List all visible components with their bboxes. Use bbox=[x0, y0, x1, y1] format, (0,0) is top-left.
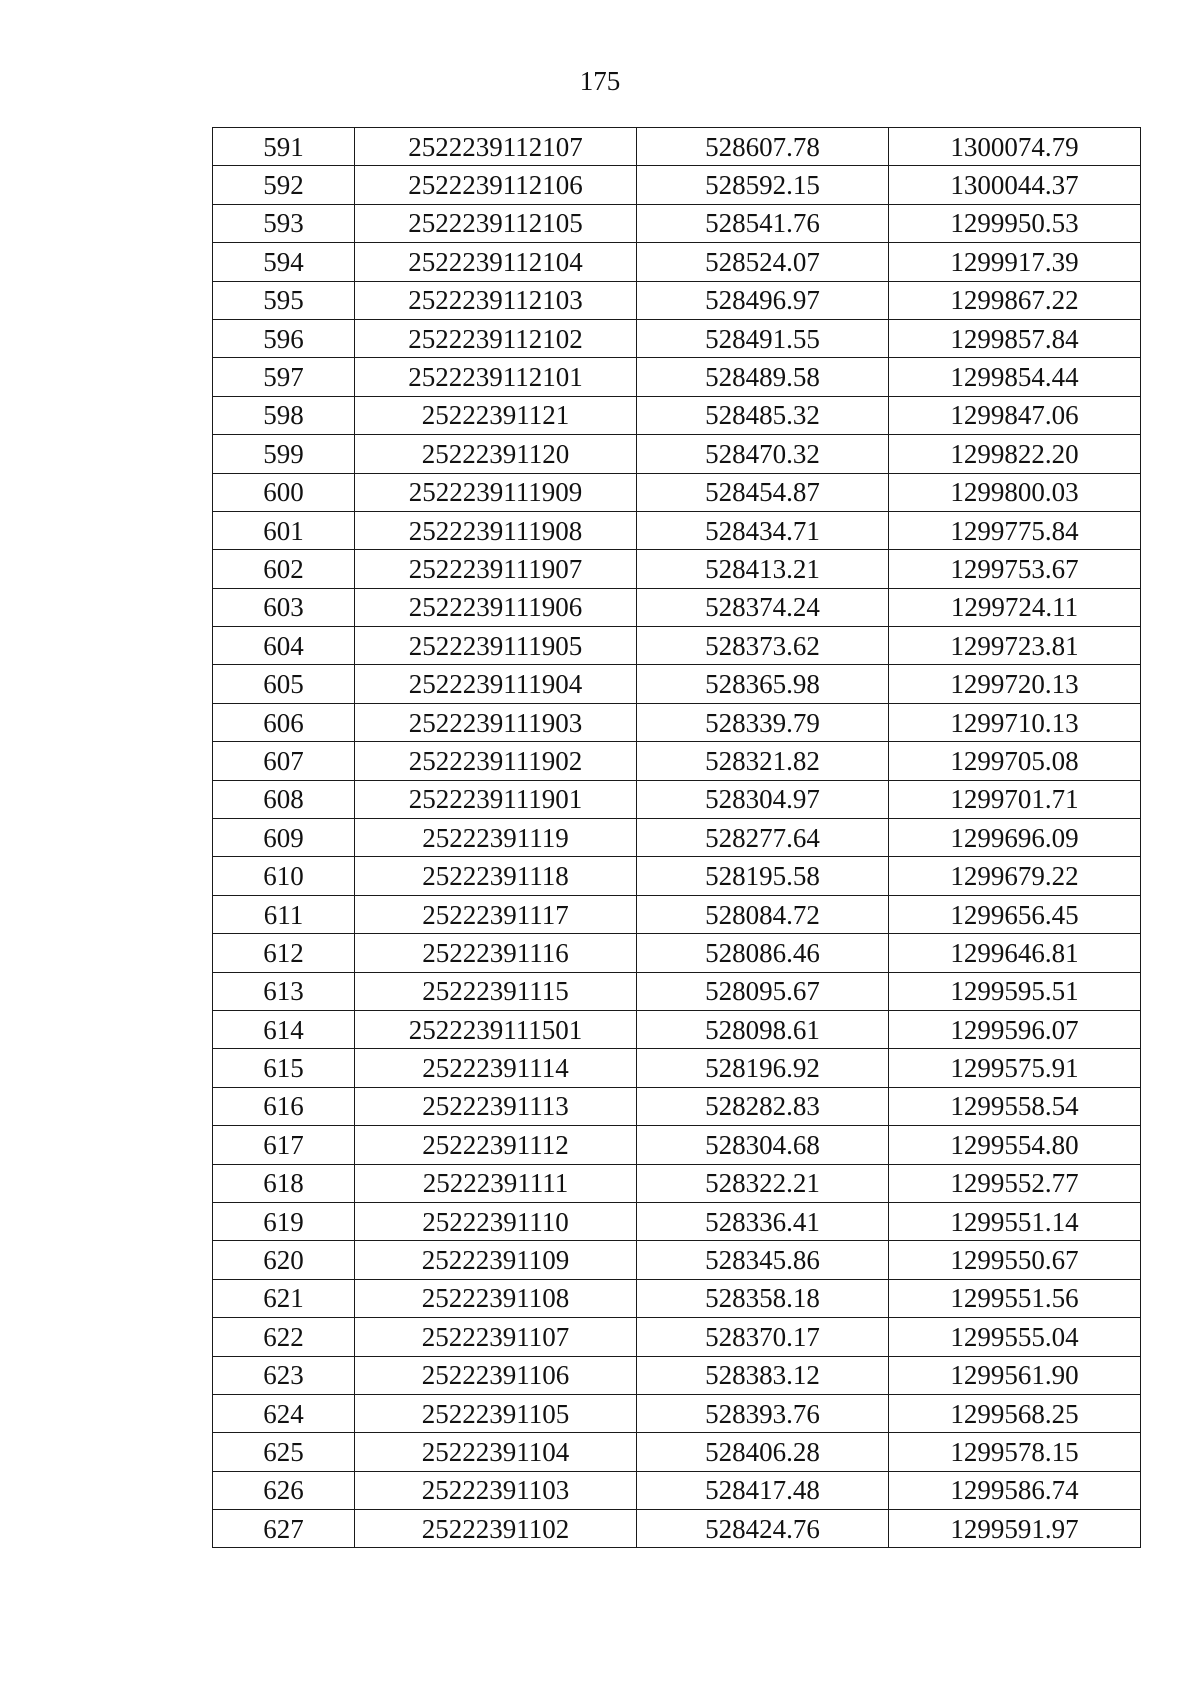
table-row bbox=[213, 588, 1141, 626]
coordinate-y-cell: 1299561.90 bbox=[889, 1356, 1141, 1394]
coordinate-y-cell: 1299551.56 bbox=[889, 1279, 1141, 1317]
coordinate-x-cell: 528417.48 bbox=[637, 1471, 889, 1509]
coordinate-y-cell: 1300044.37 bbox=[889, 166, 1141, 204]
coordinate-x-cell: 528393.76 bbox=[637, 1394, 889, 1432]
coordinate-x-cell: 528607.78 bbox=[637, 128, 889, 166]
coordinate-y-cell: 1299847.06 bbox=[889, 396, 1141, 434]
table-row bbox=[213, 1279, 1141, 1317]
coordinate-x-cell: 528304.97 bbox=[637, 780, 889, 818]
point-number-cell: 599 bbox=[213, 435, 355, 473]
coordinate-y-cell: 1299550.67 bbox=[889, 1241, 1141, 1279]
table-row bbox=[213, 972, 1141, 1010]
table-row bbox=[213, 128, 1141, 166]
coordinate-x-cell: 528321.82 bbox=[637, 742, 889, 780]
coordinate-x-cell: 528195.58 bbox=[637, 857, 889, 895]
table-row bbox=[213, 1164, 1141, 1202]
coordinates-table bbox=[212, 127, 1141, 1548]
point-id-cell: 2522239112105 bbox=[355, 204, 637, 242]
table-row bbox=[213, 243, 1141, 281]
point-number-cell: 621 bbox=[213, 1279, 355, 1317]
coordinate-y-cell: 1299917.39 bbox=[889, 243, 1141, 281]
table-row bbox=[213, 627, 1141, 665]
point-id-cell: 2522239111908 bbox=[355, 511, 637, 549]
point-id-cell: 2522239111901 bbox=[355, 780, 637, 818]
table-row bbox=[213, 358, 1141, 396]
point-number-cell: 625 bbox=[213, 1433, 355, 1471]
table-row bbox=[213, 703, 1141, 741]
point-number-cell: 619 bbox=[213, 1202, 355, 1240]
coordinate-x-cell: 528434.71 bbox=[637, 511, 889, 549]
coordinate-x-cell: 528370.17 bbox=[637, 1318, 889, 1356]
point-id-cell: 2522239112103 bbox=[355, 281, 637, 319]
point-id-cell: 2522239112106 bbox=[355, 166, 637, 204]
table-row bbox=[213, 473, 1141, 511]
point-id-cell: 25222391109 bbox=[355, 1241, 637, 1279]
coordinate-y-cell: 1299705.08 bbox=[889, 742, 1141, 780]
coordinate-y-cell: 1299554.80 bbox=[889, 1126, 1141, 1164]
point-id-cell: 25222391115 bbox=[355, 972, 637, 1010]
table-row bbox=[213, 1202, 1141, 1240]
table-row bbox=[213, 1241, 1141, 1279]
coordinate-x-cell: 528541.76 bbox=[637, 204, 889, 242]
coordinate-y-cell: 1299555.04 bbox=[889, 1318, 1141, 1356]
point-number-cell: 611 bbox=[213, 895, 355, 933]
coordinate-y-cell: 1299723.81 bbox=[889, 627, 1141, 665]
coordinate-x-cell: 528196.92 bbox=[637, 1049, 889, 1087]
coordinate-y-cell: 1299552.77 bbox=[889, 1164, 1141, 1202]
point-number-cell: 617 bbox=[213, 1126, 355, 1164]
coordinate-x-cell: 528084.72 bbox=[637, 895, 889, 933]
coordinate-y-cell: 1299656.45 bbox=[889, 895, 1141, 933]
coordinate-y-cell: 1299857.84 bbox=[889, 319, 1141, 357]
point-id-cell: 25222391104 bbox=[355, 1433, 637, 1471]
coordinate-x-cell: 528345.86 bbox=[637, 1241, 889, 1279]
point-id-cell: 2522239111906 bbox=[355, 588, 637, 626]
point-id-cell: 25222391106 bbox=[355, 1356, 637, 1394]
point-id-cell: 25222391112 bbox=[355, 1126, 637, 1164]
point-number-cell: 607 bbox=[213, 742, 355, 780]
coordinate-y-cell: 1299710.13 bbox=[889, 703, 1141, 741]
point-number-cell: 597 bbox=[213, 358, 355, 396]
table-row bbox=[213, 1049, 1141, 1087]
point-number-cell: 624 bbox=[213, 1394, 355, 1432]
point-id-cell: 2522239111501 bbox=[355, 1010, 637, 1048]
table-row bbox=[213, 396, 1141, 434]
point-id-cell: 2522239112107 bbox=[355, 128, 637, 166]
coordinate-y-cell: 1299720.13 bbox=[889, 665, 1141, 703]
table-row bbox=[213, 895, 1141, 933]
coordinate-x-cell: 528336.41 bbox=[637, 1202, 889, 1240]
point-id-cell: 25222391114 bbox=[355, 1049, 637, 1087]
coordinate-x-cell: 528277.64 bbox=[637, 819, 889, 857]
coordinate-y-cell: 1299568.25 bbox=[889, 1394, 1141, 1432]
point-id-cell: 2522239111904 bbox=[355, 665, 637, 703]
coordinate-y-cell: 1299595.51 bbox=[889, 972, 1141, 1010]
coordinates-table-body bbox=[213, 128, 1141, 1548]
table-row bbox=[213, 511, 1141, 549]
coordinate-y-cell: 1299679.22 bbox=[889, 857, 1141, 895]
point-number-cell: 602 bbox=[213, 550, 355, 588]
point-number-cell: 626 bbox=[213, 1471, 355, 1509]
coordinate-y-cell: 1299724.11 bbox=[889, 588, 1141, 626]
point-number-cell: 593 bbox=[213, 204, 355, 242]
point-id-cell: 25222391113 bbox=[355, 1087, 637, 1125]
point-id-cell: 25222391111 bbox=[355, 1164, 637, 1202]
point-number-cell: 604 bbox=[213, 627, 355, 665]
point-id-cell: 2522239112101 bbox=[355, 358, 637, 396]
point-id-cell: 25222391102 bbox=[355, 1510, 637, 1548]
coordinate-y-cell: 1300074.79 bbox=[889, 128, 1141, 166]
point-id-cell: 25222391108 bbox=[355, 1279, 637, 1317]
table-row bbox=[213, 435, 1141, 473]
point-id-cell: 2522239111909 bbox=[355, 473, 637, 511]
table-row bbox=[213, 1433, 1141, 1471]
table-row bbox=[213, 1126, 1141, 1164]
table-row bbox=[213, 1356, 1141, 1394]
point-id-cell: 25222391110 bbox=[355, 1202, 637, 1240]
coordinate-y-cell: 1299586.74 bbox=[889, 1471, 1141, 1509]
table-row bbox=[213, 1318, 1141, 1356]
point-id-cell: 2522239111907 bbox=[355, 550, 637, 588]
coordinate-y-cell: 1299578.15 bbox=[889, 1433, 1141, 1471]
coordinate-x-cell: 528304.68 bbox=[637, 1126, 889, 1164]
point-number-cell: 623 bbox=[213, 1356, 355, 1394]
point-id-cell: 2522239111903 bbox=[355, 703, 637, 741]
point-number-cell: 595 bbox=[213, 281, 355, 319]
coordinate-y-cell: 1299867.22 bbox=[889, 281, 1141, 319]
table-row bbox=[213, 742, 1141, 780]
table-row bbox=[213, 166, 1141, 204]
point-id-cell: 25222391105 bbox=[355, 1394, 637, 1432]
point-number-cell: 627 bbox=[213, 1510, 355, 1548]
coordinate-x-cell: 528374.24 bbox=[637, 588, 889, 626]
coordinate-x-cell: 528524.07 bbox=[637, 243, 889, 281]
coordinate-y-cell: 1299646.81 bbox=[889, 934, 1141, 972]
coordinate-y-cell: 1299575.91 bbox=[889, 1049, 1141, 1087]
point-number-cell: 592 bbox=[213, 166, 355, 204]
table-row bbox=[213, 319, 1141, 357]
point-number-cell: 612 bbox=[213, 934, 355, 972]
table-row bbox=[213, 665, 1141, 703]
point-id-cell: 25222391117 bbox=[355, 895, 637, 933]
page-number: 175 bbox=[579, 66, 621, 96]
coordinate-x-cell: 528424.76 bbox=[637, 1510, 889, 1548]
coordinate-x-cell: 528365.98 bbox=[637, 665, 889, 703]
point-number-cell: 609 bbox=[213, 819, 355, 857]
coordinate-y-cell: 1299596.07 bbox=[889, 1010, 1141, 1048]
coordinate-y-cell: 1299591.97 bbox=[889, 1510, 1141, 1548]
point-number-cell: 613 bbox=[213, 972, 355, 1010]
table-row bbox=[213, 1087, 1141, 1125]
point-id-cell: 25222391118 bbox=[355, 857, 637, 895]
table-row bbox=[213, 1010, 1141, 1048]
point-number-cell: 620 bbox=[213, 1241, 355, 1279]
point-id-cell: 25222391121 bbox=[355, 396, 637, 434]
table-row bbox=[213, 857, 1141, 895]
coordinate-y-cell: 1299753.67 bbox=[889, 550, 1141, 588]
table-row bbox=[213, 1471, 1141, 1509]
coordinate-x-cell: 528413.21 bbox=[637, 550, 889, 588]
table-row bbox=[213, 1394, 1141, 1432]
table-row bbox=[213, 550, 1141, 588]
coordinate-x-cell: 528095.67 bbox=[637, 972, 889, 1010]
coordinate-y-cell: 1299558.54 bbox=[889, 1087, 1141, 1125]
point-number-cell: 616 bbox=[213, 1087, 355, 1125]
coordinate-x-cell: 528491.55 bbox=[637, 319, 889, 357]
point-id-cell: 25222391120 bbox=[355, 435, 637, 473]
coordinate-x-cell: 528098.61 bbox=[637, 1010, 889, 1048]
coordinate-y-cell: 1299800.03 bbox=[889, 473, 1141, 511]
coordinate-x-cell: 528086.46 bbox=[637, 934, 889, 972]
point-id-cell: 2522239112104 bbox=[355, 243, 637, 281]
coordinate-x-cell: 528406.28 bbox=[637, 1433, 889, 1471]
point-number-cell: 605 bbox=[213, 665, 355, 703]
point-number-cell: 615 bbox=[213, 1049, 355, 1087]
coordinate-x-cell: 528322.21 bbox=[637, 1164, 889, 1202]
coordinate-x-cell: 528454.87 bbox=[637, 473, 889, 511]
point-number-cell: 594 bbox=[213, 243, 355, 281]
table-row bbox=[213, 934, 1141, 972]
table-row bbox=[213, 780, 1141, 818]
table-row bbox=[213, 819, 1141, 857]
coordinate-x-cell: 528339.79 bbox=[637, 703, 889, 741]
point-id-cell: 25222391107 bbox=[355, 1318, 637, 1356]
point-number-cell: 606 bbox=[213, 703, 355, 741]
point-id-cell: 25222391119 bbox=[355, 819, 637, 857]
coordinate-y-cell: 1299551.14 bbox=[889, 1202, 1141, 1240]
coordinate-x-cell: 528470.32 bbox=[637, 435, 889, 473]
coordinate-x-cell: 528489.58 bbox=[637, 358, 889, 396]
point-number-cell: 603 bbox=[213, 588, 355, 626]
point-number-cell: 608 bbox=[213, 780, 355, 818]
point-number-cell: 598 bbox=[213, 396, 355, 434]
coordinate-y-cell: 1299822.20 bbox=[889, 435, 1141, 473]
coordinate-y-cell: 1299775.84 bbox=[889, 511, 1141, 549]
coordinate-y-cell: 1299701.71 bbox=[889, 780, 1141, 818]
point-id-cell: 2522239112102 bbox=[355, 319, 637, 357]
point-number-cell: 614 bbox=[213, 1010, 355, 1048]
coordinate-x-cell: 528282.83 bbox=[637, 1087, 889, 1125]
coordinate-y-cell: 1299696.09 bbox=[889, 819, 1141, 857]
coordinate-x-cell: 528358.18 bbox=[637, 1279, 889, 1317]
point-number-cell: 596 bbox=[213, 319, 355, 357]
point-number-cell: 610 bbox=[213, 857, 355, 895]
table-row bbox=[213, 1510, 1141, 1548]
coordinate-x-cell: 528373.62 bbox=[637, 627, 889, 665]
coordinate-y-cell: 1299950.53 bbox=[889, 204, 1141, 242]
table-row bbox=[213, 281, 1141, 319]
point-number-cell: 591 bbox=[213, 128, 355, 166]
coordinate-y-cell: 1299854.44 bbox=[889, 358, 1141, 396]
table-row bbox=[213, 204, 1141, 242]
point-number-cell: 618 bbox=[213, 1164, 355, 1202]
point-id-cell: 25222391103 bbox=[355, 1471, 637, 1509]
coordinate-x-cell: 528592.15 bbox=[637, 166, 889, 204]
point-number-cell: 600 bbox=[213, 473, 355, 511]
coordinate-x-cell: 528496.97 bbox=[637, 281, 889, 319]
point-id-cell: 2522239111902 bbox=[355, 742, 637, 780]
coordinate-x-cell: 528485.32 bbox=[637, 396, 889, 434]
point-id-cell: 25222391116 bbox=[355, 934, 637, 972]
point-number-cell: 622 bbox=[213, 1318, 355, 1356]
point-id-cell: 2522239111905 bbox=[355, 627, 637, 665]
coordinate-x-cell: 528383.12 bbox=[637, 1356, 889, 1394]
point-number-cell: 601 bbox=[213, 511, 355, 549]
